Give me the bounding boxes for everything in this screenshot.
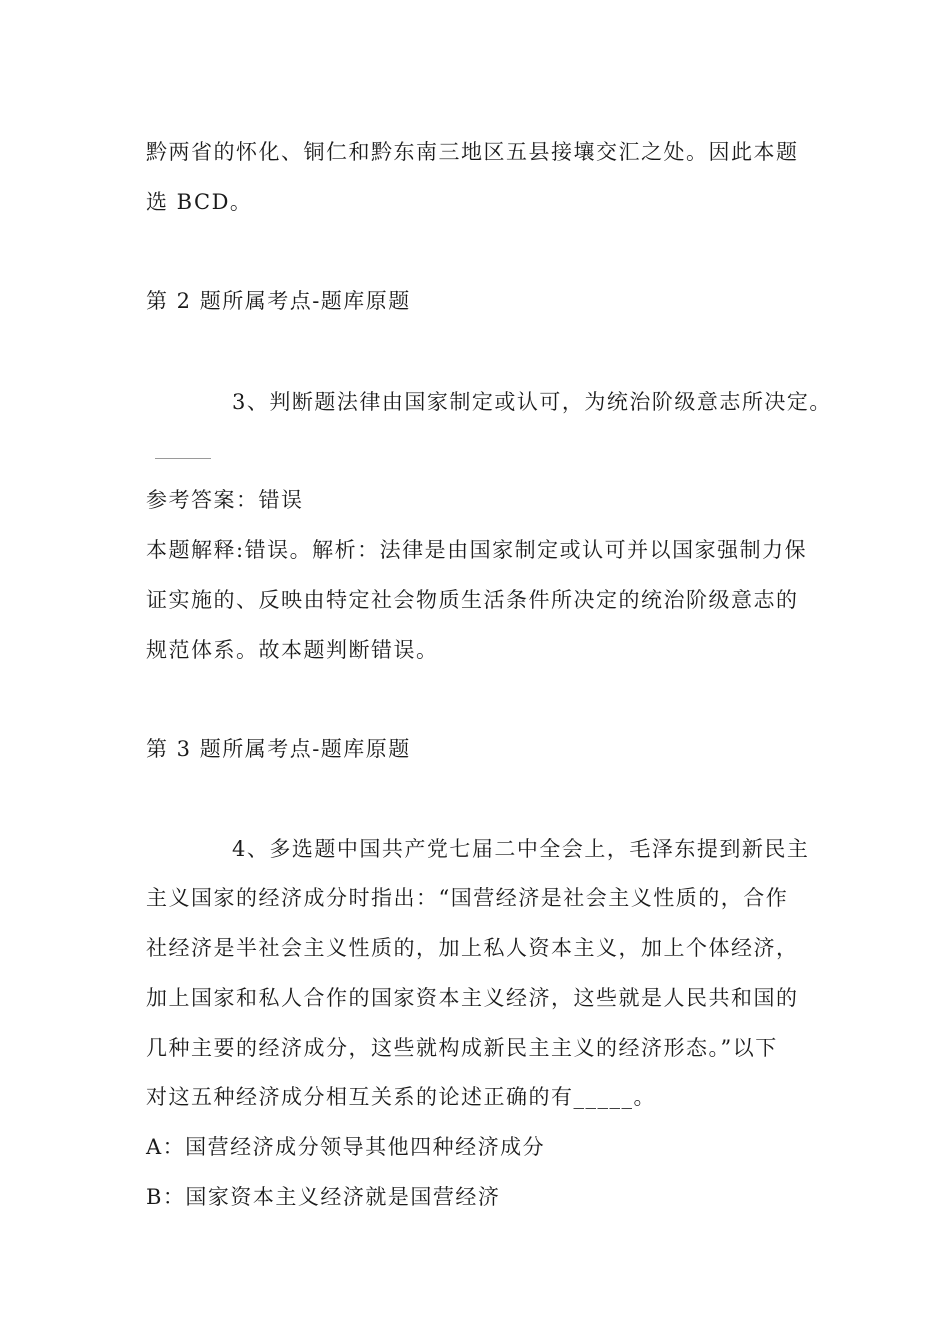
answer-text: 参考答案：错误: [146, 488, 304, 512]
explanation-line: 规范体系。故本题判断错误。: [146, 638, 439, 662]
option-b: B：国家资本主义经济就是国营经济: [146, 1185, 501, 1209]
paragraph-line: 选 BCD。: [146, 190, 253, 214]
divider: [155, 458, 211, 459]
explanation-line: 证实施的、反映由特定社会物质生活条件所决定的统治阶级意志的: [146, 588, 799, 612]
question-line: 加上国家和私人合作的国家资本主义经济，这些就是人民共和国的: [146, 986, 799, 1010]
question-line: 社经济是半社会主义性质的，加上私人资本主义，加上个体经济，: [146, 936, 799, 960]
question-line: 主义国家的经济成分时指出：“国营经济是社会主义性质的，合作: [146, 886, 789, 910]
explanation-line: 本题解释:错误。解析：法律是由国家制定或认可并以国家强制力保: [146, 538, 808, 562]
question-text: 4、多选题中国共产党七届二中全会上，毛泽东提到新民主: [232, 837, 810, 861]
option-a: A：国营经济成分领导其他四种经济成分: [146, 1135, 546, 1159]
question-line: 几种主要的经济成分，这些就构成新民主主义的经济形态。”以下: [146, 1036, 778, 1060]
topic-label: 第 2 题所属考点-题库原题: [146, 289, 411, 313]
question-text: 3、判断题法律由国家制定或认可，为统治阶级意志所决定。: [232, 390, 832, 414]
paragraph-line: 黔两省的怀化、铜仁和黔东南三地区五县接壤交汇之处。因此本题: [146, 140, 799, 164]
topic-label: 第 3 题所属考点-题库原题: [146, 737, 411, 761]
question-line: 对这五种经济成分相互关系的论述正确的有_____。: [146, 1085, 656, 1109]
